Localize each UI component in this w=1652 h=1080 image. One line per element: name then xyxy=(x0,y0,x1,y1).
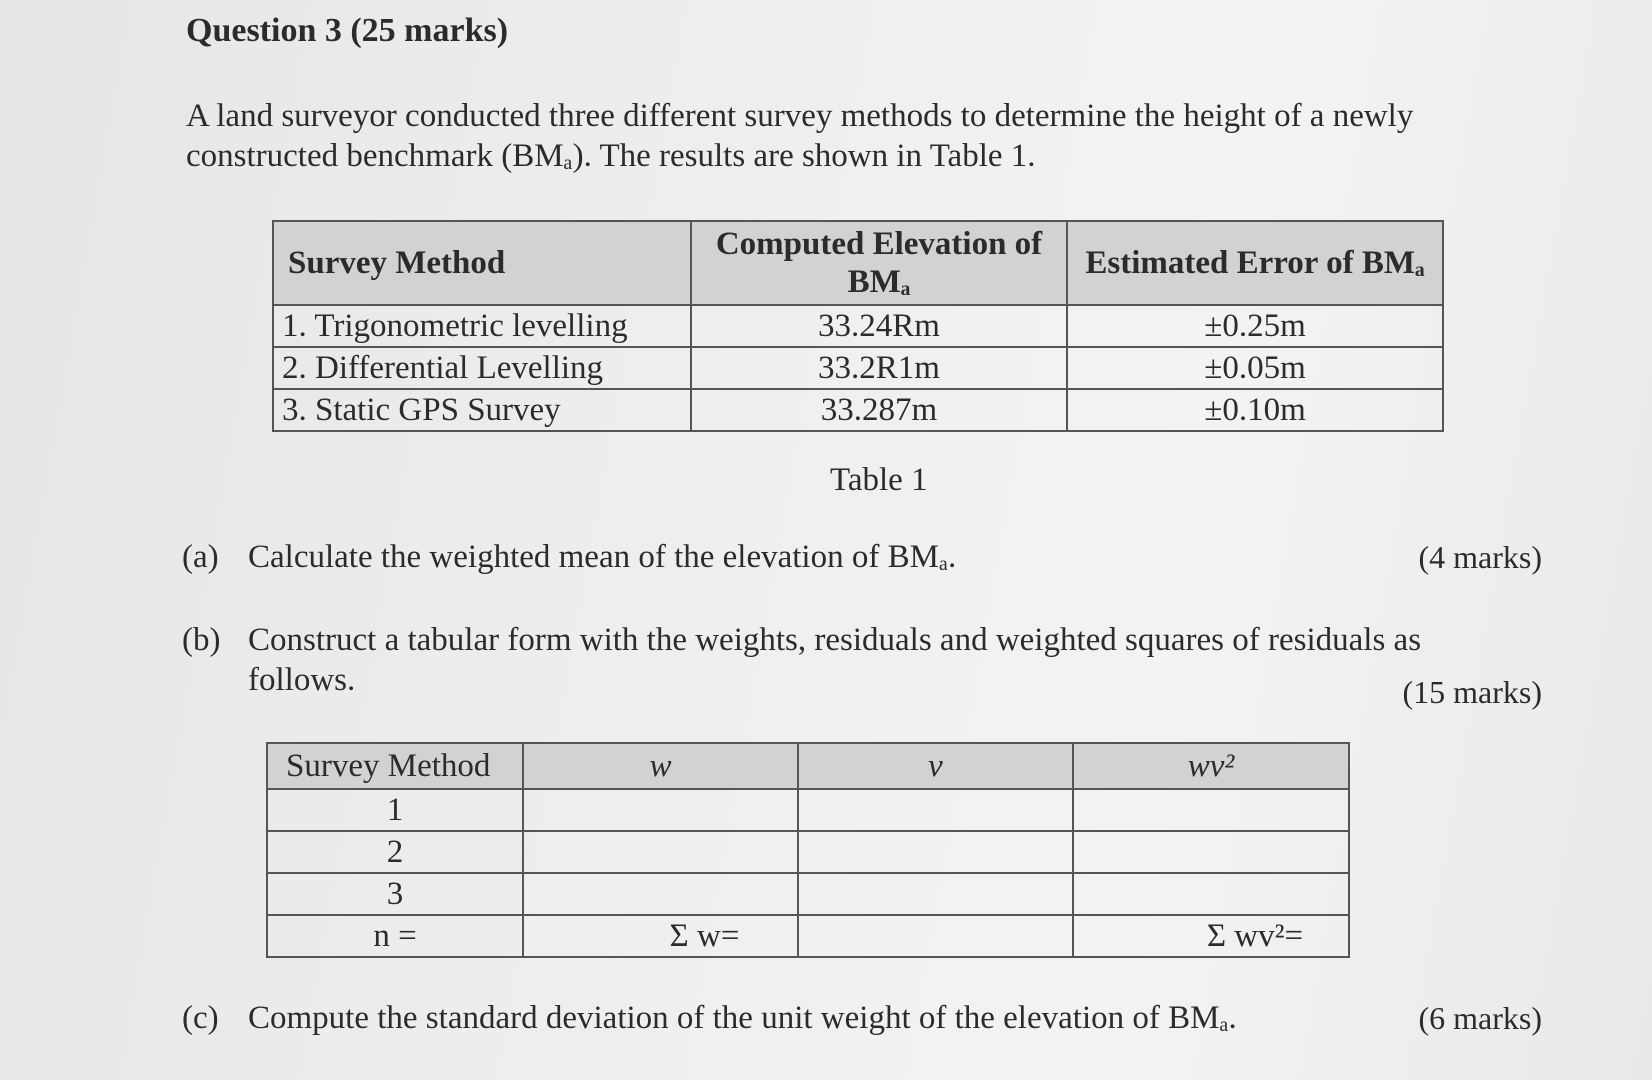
sum-residual-cell xyxy=(798,915,1073,957)
weight-cell xyxy=(523,831,798,873)
error-cell: ±0.25m xyxy=(1067,305,1443,347)
sum-weight-cell: Σ w= xyxy=(523,915,798,957)
part-b-text: Construct a tabular form with the weights, residuals and weighted squares of residuals as follows. xyxy=(248,622,1422,698)
header-survey-method: Survey Method xyxy=(267,743,523,789)
header-weighted-square-residual: wv² xyxy=(1073,743,1349,789)
method-number-cell: 2 xyxy=(267,831,523,873)
residual-cell xyxy=(798,873,1073,915)
method-number-cell: 3 xyxy=(267,873,523,915)
elevation-cell: 33.287m xyxy=(691,389,1067,431)
table-header-row xyxy=(267,743,1349,789)
table-row xyxy=(273,389,1443,431)
wv2-cell xyxy=(1073,873,1349,915)
elevation-cell: 33.2R1m xyxy=(691,347,1067,389)
residuals-table xyxy=(266,742,1350,958)
residual-cell xyxy=(798,789,1073,831)
part-c-text: Compute the standard deviation of the unit weight of the elevation of BMₐ. xyxy=(248,1000,1237,1036)
table-row xyxy=(273,347,1443,389)
method-number-cell: 1 xyxy=(267,789,523,831)
table-header-row xyxy=(273,221,1443,305)
n-cell: n = xyxy=(267,915,523,957)
part-a-text: Calculate the weighted mean of the elevation of BMₐ. xyxy=(248,539,957,575)
error-cell: ±0.05m xyxy=(1067,347,1443,389)
part-b-label: (b) xyxy=(182,622,221,658)
sum-row xyxy=(267,915,1349,957)
wv2-cell xyxy=(1073,789,1349,831)
question-part-b xyxy=(182,620,1542,710)
wv2-cell xyxy=(1073,831,1349,873)
question-part-c xyxy=(182,998,1542,1042)
header-residual: v xyxy=(798,743,1073,789)
question-part-a xyxy=(182,537,1542,581)
part-a-marks: (4 marks) xyxy=(1418,539,1542,575)
survey-results-table xyxy=(272,220,1444,432)
sum-wv2-cell: Σ wv²= xyxy=(1073,915,1349,957)
part-c-label: (c) xyxy=(182,1000,219,1036)
header-weight: w xyxy=(523,743,798,789)
header-estimated-error: Estimated Error of BMₐ xyxy=(1067,221,1443,305)
elevation-cell: 33.24Rm xyxy=(691,305,1067,347)
table-row xyxy=(267,873,1349,915)
table-row xyxy=(267,789,1349,831)
part-b-marks: (15 marks) xyxy=(1402,674,1542,710)
header-survey-method: Survey Method xyxy=(273,221,691,305)
weight-cell xyxy=(523,873,798,915)
method-cell: 3. Static GPS Survey xyxy=(273,389,691,431)
part-c-marks: (6 marks) xyxy=(1418,1000,1542,1036)
table-row xyxy=(273,305,1443,347)
header-computed-elevation: Computed Elevation of BMₐ xyxy=(691,221,1067,305)
method-cell: 1. Trigonometric levelling xyxy=(273,305,691,347)
table-row xyxy=(267,831,1349,873)
part-a-label: (a) xyxy=(182,539,219,575)
table1-caption: Table 1 xyxy=(830,462,928,498)
weight-cell xyxy=(523,789,798,831)
question-title: Question 3 (25 marks) xyxy=(186,12,509,49)
intro-paragraph: A land surveyor conducted three different survey methods to determine the height of a newly constructed benchmark (BMₐ). The results are shown in Table 1. xyxy=(186,98,1414,174)
residual-cell xyxy=(798,831,1073,873)
method-cell: 2. Differential Levelling xyxy=(273,347,691,389)
error-cell: ±0.10m xyxy=(1067,389,1443,431)
